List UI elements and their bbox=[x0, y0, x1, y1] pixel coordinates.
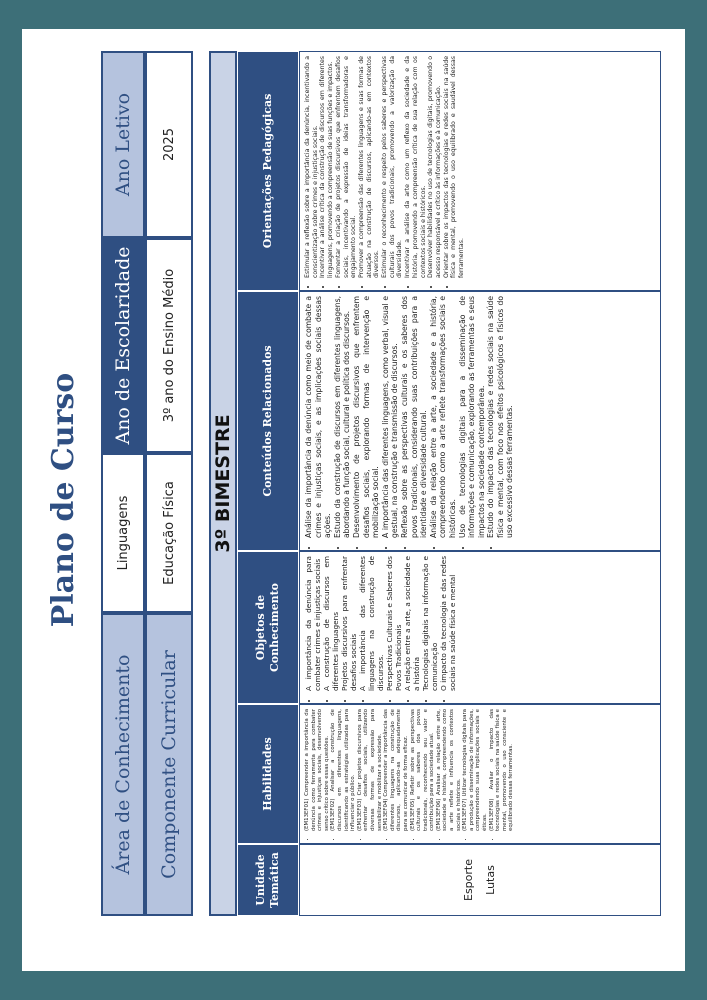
ano-escolaridade-value: 3º ano do Ensino Médio bbox=[145, 238, 193, 453]
list-item: • (EM13EF04) Compreender a importância das diferentes linguagens na construção de discursos, aplicando-as adequadamente para se comunicar de forma eficaz. bbox=[383, 709, 409, 831]
bimestre-banner: 3º BIMESTRE bbox=[209, 51, 237, 916]
list-item: • A importância da denúncia para combater crimes e injustiças sociais bbox=[304, 556, 322, 691]
list-item: • (EM13EF01) Compreender a importância da denúncia como ferramenta para combater crimes e injustiças sociais, desenvolvendo senso crítico sobre essas questões. bbox=[304, 709, 330, 831]
list-item: • (EM13EF02) Analisar a construção de discursos em diferentes linguagens, identificando as estratégias utilizadas para influenciar o público. bbox=[330, 709, 356, 831]
habilidades-cell bbox=[299, 704, 661, 844]
componente-value: Educação Física bbox=[145, 453, 193, 613]
list-item: • (EM13EF07) Utilizar tecnologias digitais para a produção e disseminação de informações, compreendendo suas implicações sociais e éticas. bbox=[462, 709, 488, 831]
list-item: • A importância das diferentes linguagens na construção de discursos. bbox=[358, 556, 385, 691]
list-item: • Projetos discursivos para enfrentar desafios sociais bbox=[340, 556, 358, 691]
list-item: • Reflexão sobre as perspectivas culturais e os saberes dos povos tradicionais, considerando suas contribuições para a identidade e diversidade cultural. bbox=[400, 296, 429, 538]
list-item: • A construção de discursos em diferentes linguagens bbox=[322, 556, 340, 691]
list-item: • Orientar sobre os impactos das tecnologias e redes sociais na saúde física e mental, promovendo o uso equilibrado e saudável dessas ferramentas. bbox=[443, 56, 466, 278]
list-item: • Incentivar a análise da arte como um reflexo da sociedade e da história, promovendo a compreensão crítica de sua relação com os contextos sociais e históricos. bbox=[404, 56, 427, 278]
list-item: • Desenvolver habilidades no uso de tecnologias digitais, promovendo o acesso responsável e crítico às informações e à comunicação. bbox=[427, 56, 442, 278]
list-item: • Análise da relação entre a arte, a sociedade e a história, compreendendo como a arte reflete transformações sociais e históricas. bbox=[429, 296, 458, 538]
list-item: • Análise da importância da denúncia como meio de combate a crimes e injustiças sociais, e as implicações sociais dessas ações. bbox=[304, 296, 333, 538]
list-item: • Incentivar a análise crítica da construção de discursos em diferentes linguagens, promovendo a compreensão de suas funções e impactos. bbox=[319, 56, 334, 278]
col-habilidades-header: Habilidades bbox=[237, 704, 299, 844]
list-item: • Estudo da construção de discursos em diferentes linguagens, abordando a função social, cultural e política dos discursos. bbox=[333, 296, 352, 538]
list-item: • Estudo do impacto das tecnologias e redes sociais na saúde física e mental, com foco nos efeitos psicológicos e físicos do uso excessivo dessas ferramentas. bbox=[486, 296, 515, 538]
ano-letivo-label: Ano Letivo bbox=[101, 51, 145, 238]
objetos-cell bbox=[299, 551, 661, 704]
list-item: • Fomentar a criação de projetos discursivos que enfrentem desafios sociais, incentivando a expressão de ideias transformadoras e engajamento social. bbox=[335, 56, 358, 278]
area-label: Área de Conhecimento bbox=[101, 613, 145, 916]
area-value: Linguagens bbox=[101, 453, 145, 613]
list-item: • A relação entre a arte, a sociedade e a história bbox=[403, 556, 421, 691]
list-item: • O impacto da tecnologia e das redes sociais na saúde física e mental bbox=[439, 556, 457, 691]
list-item: • Tecnologias digitais na informação e comunicação bbox=[421, 556, 439, 691]
list-item: • Estimular a reflexão sobre a importância da denúncia, incentivando a conscientização sobre crimes e injustiças sociais. bbox=[304, 56, 319, 278]
col-conteudos-header: Conteúdos Relacionados bbox=[237, 291, 299, 551]
list-item: • (EM13EF06) Analisar a relação entre arte, sociedade e história, compreendendo como a arte reflete e influencia os contextos sociais e históricos. bbox=[436, 709, 462, 831]
unidade-esporte: Esporte bbox=[462, 859, 475, 901]
list-item: • A importância das diferentes linguagens, como verbal, visual e gestual, na construção e transmissão de discursos. bbox=[381, 296, 400, 538]
unidade-cell bbox=[299, 844, 661, 916]
orientacoes-cell bbox=[299, 51, 661, 291]
document-page bbox=[22, 29, 685, 971]
list-item: • Uso de tecnologias digitais para a disseminação de informações e comunicação, explorando as ferramentas e seus impactos na sociedade contemporânea. bbox=[458, 296, 487, 538]
list-item: • Perspectivas Culturais e Saberes dos Povos Tradicionais bbox=[385, 556, 403, 691]
list-item: • Desenvolvimento de projetos discursivos que enfrentem desafios sociais, explorando formas de intervenção e mobilização social. bbox=[352, 296, 381, 538]
list-item: • Promover a compreensão das diferentes linguagens e suas formas de atuação na construção de discursos, aplicando-as em contextos diversos. bbox=[358, 56, 381, 278]
unidade-lutas: Lutas bbox=[484, 865, 497, 895]
list-item: • Estimular o reconhecimento e respeito pelos saberes e perspectivas culturais dos povos tradicionais, promovendo a valorização da diversidade. bbox=[381, 56, 404, 278]
componente-label: Componente Curricular bbox=[145, 613, 193, 916]
conteudos-cell bbox=[299, 291, 661, 551]
ano-escolaridade-label: Ano de Escolaridade bbox=[101, 238, 145, 453]
list-item: • (EM13EF05) Refletir sobre as perspectivas culturais e os saberes dos povos tradicionais, reconhecendo seu valor e contribuição para a sociedade atual. bbox=[410, 709, 436, 831]
col-objetos-header: Objetos de Conhecimento bbox=[237, 551, 299, 704]
page-title: Plano de Curso bbox=[46, 372, 81, 628]
list-item: • (EM13EF03) Criar projetos discursivos para enfrentar desafios sociais, utilizando diversas formas de expressão para sensibilizar e mobilizar a sociedade. bbox=[357, 709, 383, 831]
landscape-content bbox=[22, 29, 685, 971]
list-item: • (EM13EF08) Avaliar o impacto das tecnologias e redes sociais na saúde física e mental, promovendo o uso consciente e equilibrado dessas ferramentas. bbox=[489, 709, 515, 831]
col-orientacoes-header: Orientações Pedagógicas bbox=[237, 51, 299, 291]
ano-letivo-value: 2025 bbox=[145, 51, 193, 238]
col-unidade-header: Unidade Temática bbox=[237, 844, 299, 916]
